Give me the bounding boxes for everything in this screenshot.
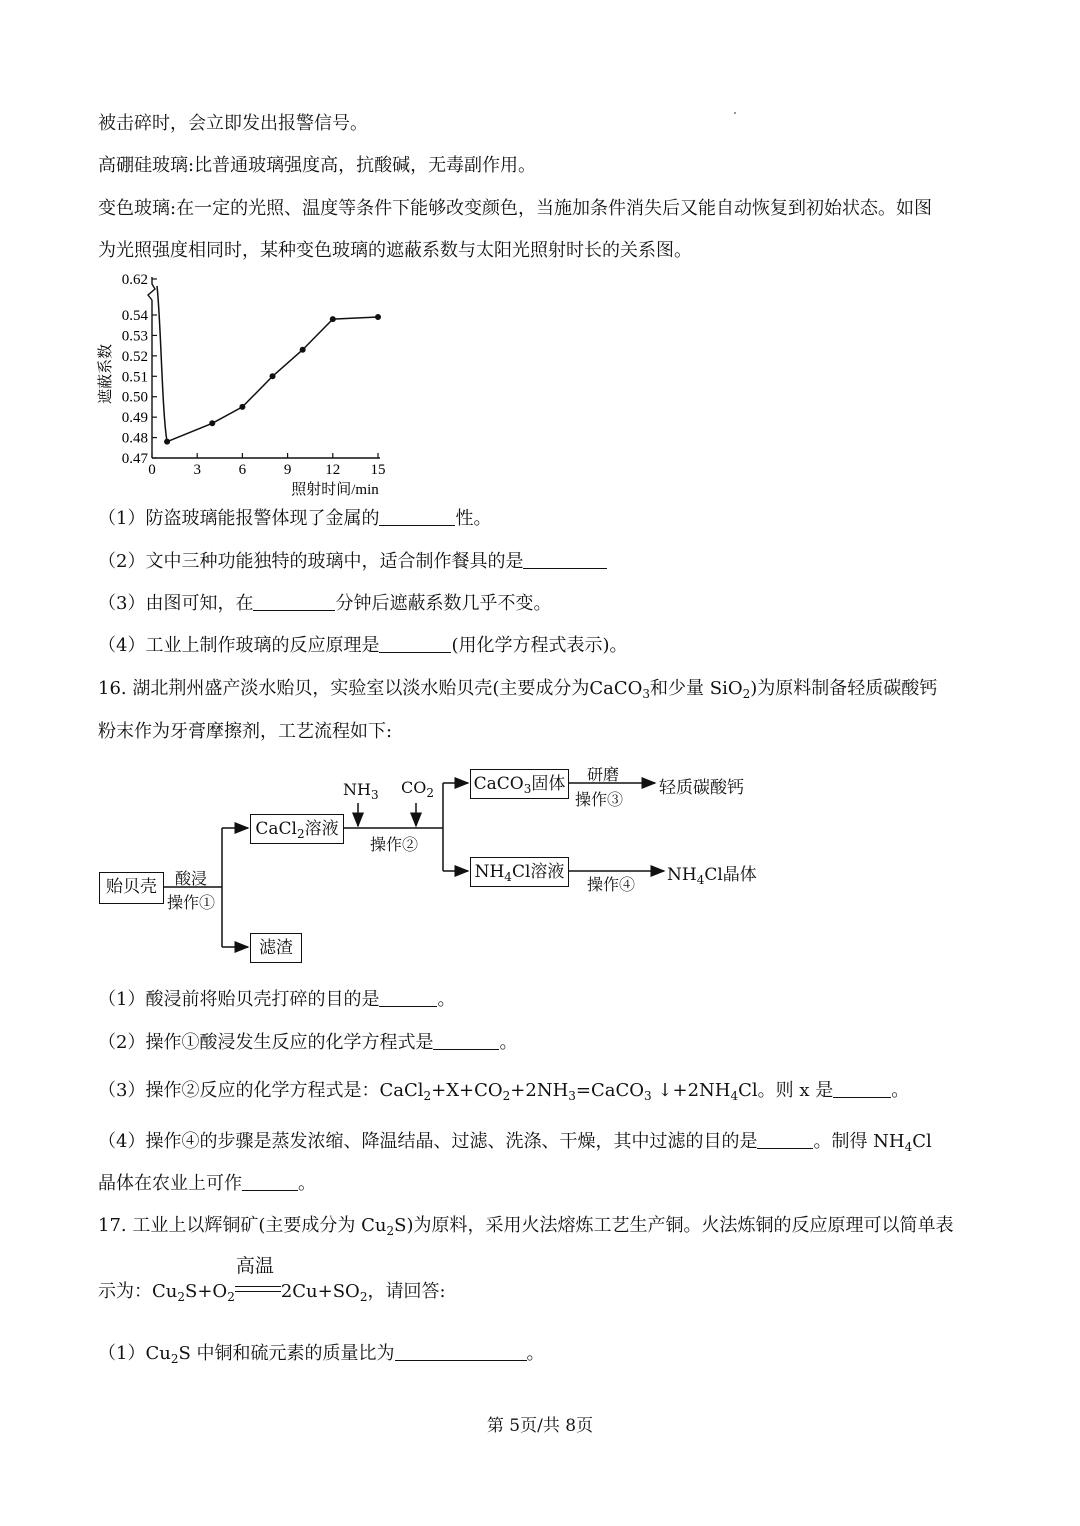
intro-line-1: 被击碎时，会立即发出报警信号。 (98, 113, 368, 134)
subscript: 2 (423, 1089, 432, 1103)
chart-ylabel: 遮蔽系数 (98, 343, 114, 405)
q16-2-text: （2）操作①酸浸发生反应的化学方程式是 (98, 1032, 434, 1053)
q16-3-mid: 。则 x 是 (757, 1080, 834, 1101)
y-tick-label: 0.47 (121, 451, 148, 467)
subscript: 4 (696, 873, 705, 887)
q15-4-text: （4）工业上制作玻璃的反应原理是 (98, 635, 380, 656)
q16-1-tail: 。 (437, 989, 456, 1010)
reaction-condition (235, 1255, 281, 1299)
subscript: 3 (568, 1089, 576, 1103)
q17-1-tail: 。 (526, 1343, 545, 1364)
box-nh4cl (470, 857, 569, 887)
intro-line-4: 为光照强度相同时，某种变色玻璃的遮蔽系数与太阳光照射时长的关系图。 (98, 240, 692, 261)
label-op2: 操作② (370, 835, 419, 854)
answer-blank[interactable] (757, 1130, 813, 1149)
nh4cl-tail: Cl溶液 (511, 862, 565, 882)
q16-3-equation (379, 1080, 757, 1101)
y-tick-label: 0.54 (121, 308, 148, 324)
condition-text: 高温 (235, 1255, 274, 1277)
subscript: 4 (504, 870, 512, 884)
subscript: 3 (370, 788, 379, 802)
co2-text: CO (401, 778, 427, 797)
eq-part: S+O (185, 1281, 228, 1302)
subscript: 2 (177, 1290, 186, 1304)
label-op4: 操作④ (587, 875, 636, 894)
q16-4-text: （4）操作④的步骤是蒸发浓缩、降温结晶、过滤、洗涤、干燥，其中过滤的目的是 (98, 1131, 758, 1152)
subscript: 4 (904, 1140, 913, 1154)
subscript: 3 (523, 782, 532, 796)
subscript: 4 (730, 1089, 739, 1103)
y-tick-label: 0.52 (121, 348, 148, 365)
q17-1-text: （1）Cu (98, 1343, 171, 1364)
q17-intro-b: S)为原料，采用火法熔炼工艺生产铜。火法炼铜的反应原理可以简单表 (394, 1215, 954, 1236)
double-equals (235, 1286, 281, 1292)
q17-1-mid: S 中铜和硫元素的质量比为 (178, 1343, 395, 1364)
x-tick-label: 0 (148, 462, 156, 478)
answer-blank[interactable] (395, 1342, 527, 1361)
subscript: 2 (426, 786, 434, 800)
q16-4 (98, 1130, 932, 1159)
label-product-light-caco3: 轻质碳酸钙 (659, 778, 744, 798)
eq-part: =CaCO (575, 1080, 645, 1101)
q17-intro-a: 17. 工业上以辉铜矿(主要成分为 Cu (98, 1215, 387, 1236)
label-grind: 研磨 (587, 765, 620, 784)
q16-4-line2-text: 晶体在农业上可作 (98, 1173, 242, 1194)
subscript: 3 (644, 1089, 652, 1103)
caco3-text: CaCO (473, 774, 524, 794)
y-tick-label: 0.62 (121, 272, 148, 288)
q16-3-text: （3）操作②反应的化学方程式是： (98, 1080, 380, 1101)
chart-xlabel: 照射时间/min (291, 482, 379, 498)
q17-intro (98, 1214, 953, 1243)
cacl2-text: CaCl (255, 819, 297, 839)
eq-part: 2Cu+SO (280, 1281, 360, 1302)
subscript: 2 (227, 1290, 235, 1304)
q16-4-line2-tail: 。 (298, 1173, 316, 1194)
subscript: 2 (502, 1089, 511, 1103)
x-tick-label: 9 (283, 462, 292, 478)
q16-4-line2 (98, 1172, 316, 1196)
nh3-text: NH (343, 780, 371, 799)
eq-part: CaCl (379, 1080, 424, 1101)
y-tick-label: 0.49 (121, 410, 148, 427)
q16-4-tail: Cl (912, 1131, 932, 1152)
eq-part: ↓+2NH (651, 1080, 731, 1101)
box-caco3 (470, 769, 569, 799)
answer-blank[interactable] (242, 1172, 298, 1191)
q16-1 (98, 988, 455, 1012)
label-product-nh4cl (667, 860, 757, 887)
answer-blank[interactable] (833, 1079, 891, 1098)
q16-intro-c: )为原料制备轻质碳酸钙 (750, 678, 938, 699)
eq-part: Cu (152, 1281, 178, 1302)
y-tick-label: 0.53 (121, 328, 148, 345)
q16-2 (98, 1031, 517, 1055)
intro-line-3: 变色玻璃:在一定的光照、温度等条件下能够改变颜色，当施加条件消失后又能自动恢复到初始状态。如图 (98, 198, 933, 219)
box-cacl2 (250, 814, 344, 844)
q15-4-tail: (用化学方程式表示)。 (451, 635, 628, 656)
q15-3-tail: 分钟后遮蔽系数几乎不变。 (335, 593, 552, 614)
q17-eq-pre: 示为： (98, 1281, 152, 1302)
subscript: 2 (386, 1224, 395, 1238)
box-residue: 滤渣 (250, 933, 302, 963)
y-tick-label: 0.48 (121, 430, 148, 447)
q16-intro-2: 粉末作为牙膏摩擦剂，工艺流程如下: (98, 721, 393, 742)
subscript: 3 (642, 687, 651, 701)
label-acid-leach: 酸浸 (175, 869, 208, 888)
q16-intro-a: 16. 湖北荆州盛产淡水贻贝，实验室以淡水贻贝壳(主要成分为CaCO (98, 678, 643, 699)
subscript: 2 (742, 687, 751, 701)
x-tick-label: 15 (370, 462, 386, 478)
x-tick-label: 12 (325, 462, 341, 478)
intro-line-2: 高硼硅玻璃:比普通玻璃强度高，抗酸碱，无毒副作用。 (98, 155, 537, 176)
q17-equation-line (98, 1255, 446, 1309)
q15-3-text: （3）由图可知，在 (98, 593, 254, 614)
eq-part: +2NH (510, 1080, 569, 1101)
q15-1-tail: 性。 (455, 508, 492, 529)
subscript: 2 (170, 1352, 179, 1366)
x-tick-label: 3 (193, 462, 201, 478)
answer-blank[interactable] (379, 988, 437, 1007)
subscript: 2 (359, 1290, 368, 1304)
subscript: 2 (296, 827, 305, 841)
page-footer: 第 5页/共 8页 (486, 1416, 594, 1436)
nh4cl-text: NH (474, 862, 505, 882)
q16-4-mid: 。制得 NH (813, 1131, 905, 1152)
nh4cl-product-text: NH (667, 865, 697, 885)
q16-intro-b: 和少量 SiO (650, 678, 743, 699)
x-tick-label: 6 (238, 462, 247, 478)
q17-1 (98, 1342, 545, 1371)
answer-blank[interactable] (433, 1031, 499, 1050)
y-tick-label: 0.51 (121, 369, 148, 386)
nh4cl-product-tail: Cl晶体 (704, 865, 757, 885)
caco3-tail: 固体 (531, 774, 566, 794)
q16-2-tail: 。 (499, 1032, 518, 1053)
label-op1: 操作① (167, 893, 216, 912)
q15-1-text: （1）防盗玻璃能报警体现了金属的 (98, 508, 380, 529)
eq-part: Cl (738, 1080, 758, 1101)
q17-eq-post: ，请回答: (367, 1281, 446, 1302)
cacl2-tail: 溶液 (304, 819, 339, 839)
q15-2-text: （2）文中三种功能独特的玻璃中，适合制作餐具的是 (98, 551, 524, 572)
label-co2 (401, 778, 434, 800)
box-mussel-shell: 贻贝壳 (99, 872, 164, 904)
q16-1-text: （1）酸浸前将贻贝壳打碎的目的是 (98, 989, 380, 1010)
q16-3-tail: 。 (891, 1080, 910, 1101)
label-op3: 操作③ (575, 790, 624, 809)
y-tick-label: 0.50 (121, 389, 148, 406)
q16-3 (98, 1079, 909, 1108)
eq-part: +X+CO (431, 1080, 503, 1101)
label-nh3 (343, 780, 379, 802)
